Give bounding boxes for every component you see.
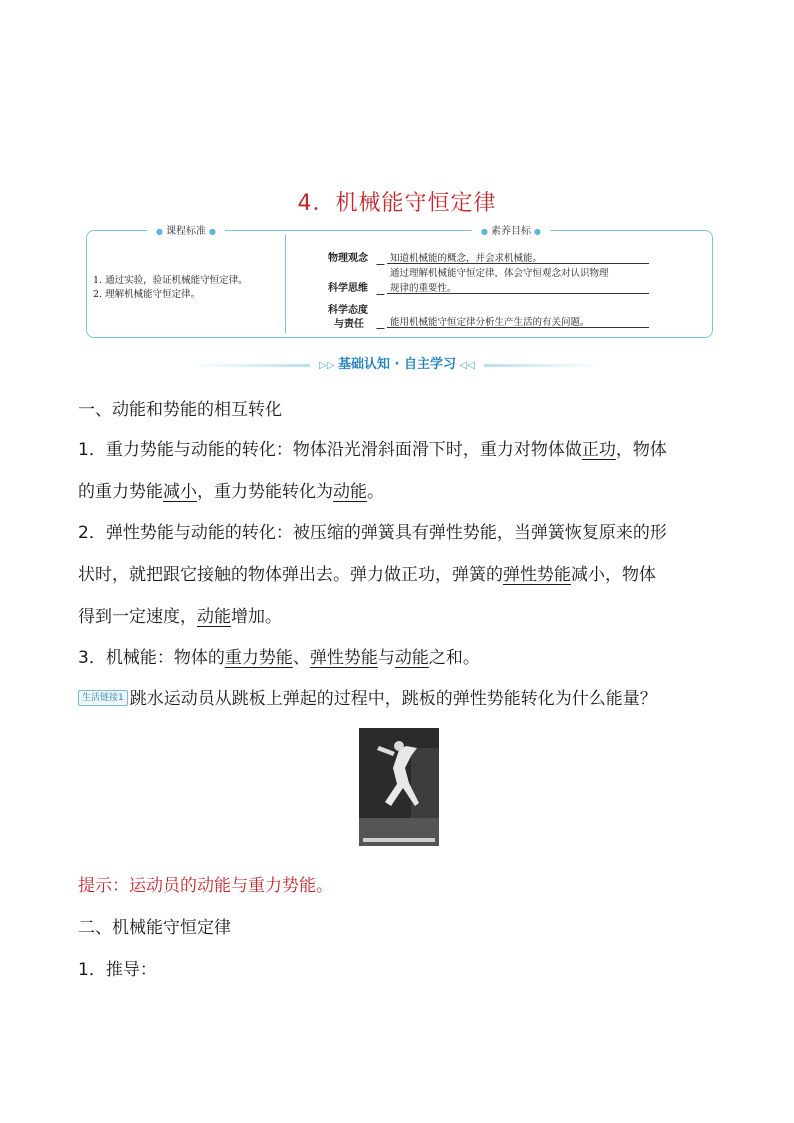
heading-1: 一、动能和势能的相互转化 xyxy=(78,400,282,420)
page-title: 4．机械能守恒定律 xyxy=(297,191,497,216)
section-banner: ▷▷ 基础认知 · 自主学习 ◁◁ xyxy=(190,354,604,376)
paragraph-1-line-2: 的重力势能减小，重力势能转化为动能。 xyxy=(78,482,384,502)
goal-underline xyxy=(387,293,649,294)
goal-name: 科学思维 xyxy=(328,283,368,294)
standards-box xyxy=(86,226,713,338)
heading-2: 二、机械能守恒定律 xyxy=(78,918,231,938)
goal-name: 物理观念 xyxy=(328,253,368,264)
goal-text: 知道机械能的概念，并会求机械能。 xyxy=(390,253,543,264)
box-divider xyxy=(285,235,286,333)
paragraph-2-line-2: 状时，就把跟它接触的物体弹出去。弹力做正功，弹簧的弹性势能减小，物体 xyxy=(78,565,656,585)
goal-underline xyxy=(387,327,649,328)
literacy-goals-label: ● 素养目标 ● xyxy=(472,222,550,237)
course-standard-item: 2. 理解机械能守恒定律。 xyxy=(93,289,201,300)
paragraph-2-line-3: 得到一定速度，动能增加。 xyxy=(78,607,282,627)
goal-underline xyxy=(387,263,649,264)
goal-name: 科学态度 xyxy=(328,305,368,316)
goal-text: 能用机械能守恒定律分析生产生活的有关问题。 xyxy=(390,317,590,328)
goal-text: 通过理解机械能守恒定律，体会守恒观念对认识物理 xyxy=(390,268,609,279)
paragraph-1-line-1: 1．重力势能与动能的转化：物体沿光滑斜面滑下时，重力对物体做正功，物体 xyxy=(78,440,667,460)
goal-text: 规律的重要性。 xyxy=(390,283,457,294)
goal-name: 与责任 xyxy=(334,319,364,330)
life-link-question: 生活链接1 跳水运动员从跳板上弹起的过程中，跳板的弹性势能转化为什么能量？ xyxy=(78,687,718,711)
hint-text: 提示：运动员的动能与重力势能。 xyxy=(78,876,333,896)
paragraph-2-line-1: 2．弹性势能与动能的转化：被压缩的弹簧具有弹性势能，当弹簧恢复原来的形 xyxy=(78,523,667,543)
course-standard-list xyxy=(93,274,248,302)
paragraph-3: 3．机械能：物体的重力势能、弹性势能与动能之和。 xyxy=(78,648,480,668)
diver-photo xyxy=(359,728,439,846)
course-standard-item: 1. 通过实验，验证机械能守恒定律。 xyxy=(93,275,248,286)
life-link-tag: 生活链接1 xyxy=(78,690,128,706)
course-standard-label: ● 课程标准 ● xyxy=(147,222,225,237)
derive-item: 1．推导： xyxy=(78,960,157,980)
